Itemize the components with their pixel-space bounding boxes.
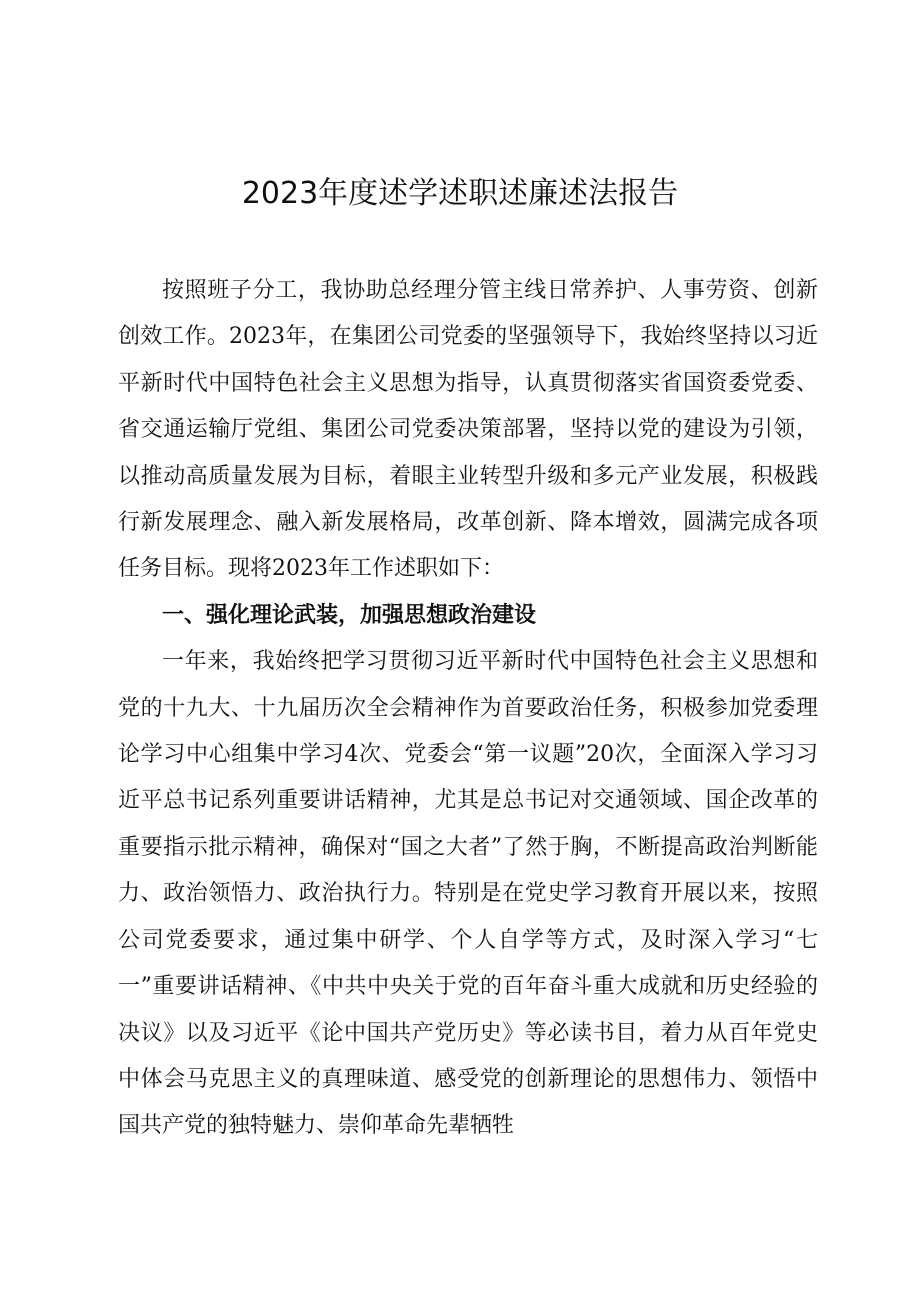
section-heading: 一、强化理论武装，加强思想政治建设 (162, 602, 537, 628)
intro-paragraph: 按照班子分工，我协助总经理分管主线日常养护、人事劳资、创新创效工作。2023年，在集团公司党委的坚强领导下，我始终坚持以习近平新时代中国特色社会主义思想为指导，认真贯彻落实省国资委党委、省交通运输厅党组、集团公司党委决策部署，坚持以党的建设为引领，以推动高质量发展为目标，着眼主业转型升级和多元产业发展，积极践行新发展理念、融入新发展格局，改革创新、降本增效，圆满完成各项任务目标。现将2023年工作述职如下： (118, 278, 818, 582)
document-body (118, 268, 818, 1150)
section-paragraph: 一年来，我始终把学习贯彻习近平新时代中国特色社会主义思想和党的十九大、十九届历次全会精神作为首要政治任务，积极参加党委理论学习中心组集中学习4次、党委会“第一议题”20次，全面深入学习习近平总书记系列重要讲话精神，尤其是总书记对交通领域、国企改革的重要指示批示精神，确保对“国之大者”了然于胸，不断提高政治判断能力、政治领悟力、政治执行力。特别是在党史学习教育开展以来，按照公司党委要求，通过集中研学、个人自学等方式，及时深入学习“七一”重要讲话精神、《中共中央关于党的百年奋斗重大成就和历史经验的决议》以及习近平《论中国共产党历史》等必读书目，着力从百年党史中体会马克思主义的真理味道、感受党的创新理论的思想伟力、领悟中国共产党的独特魅力、崇仰革命先辈牺牲 (118, 649, 818, 1139)
document-title: 2023年度述学述职述廉述法报告 (241, 176, 679, 211)
